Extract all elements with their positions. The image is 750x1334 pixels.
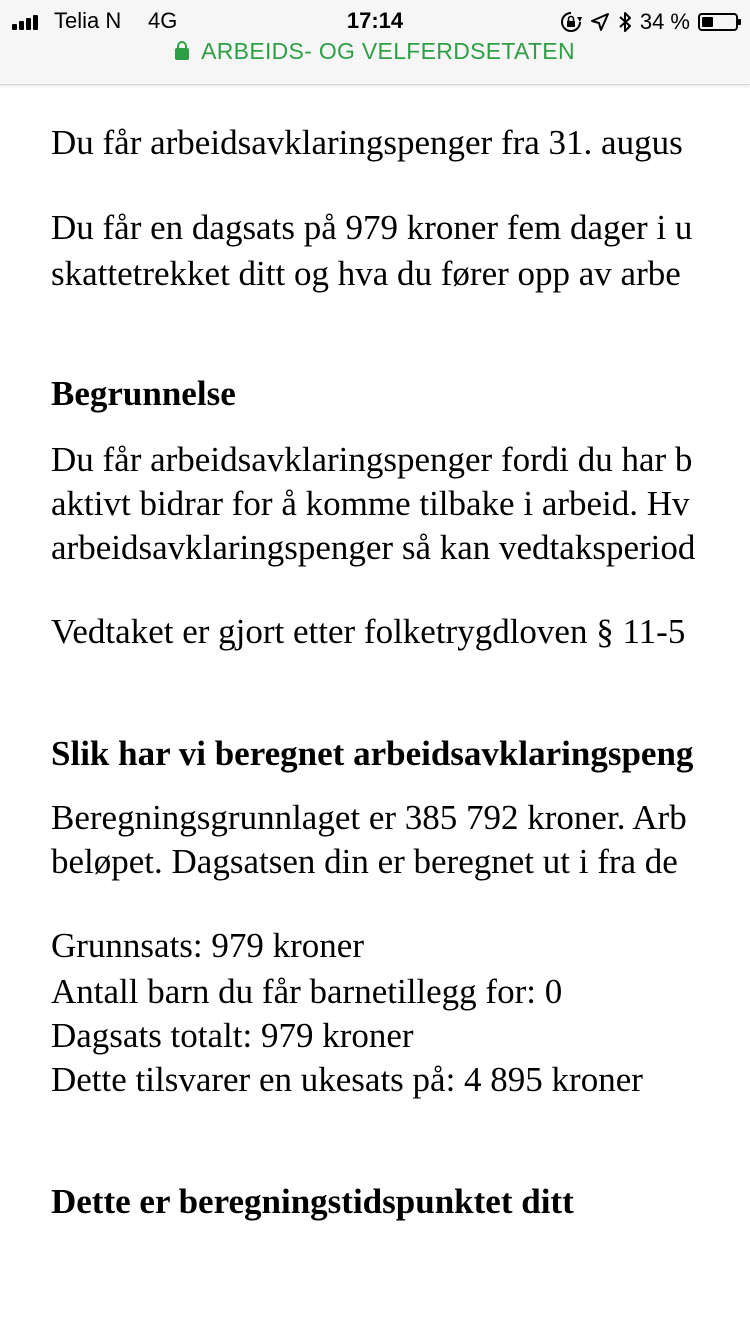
heading-beregning: Slik har vi beregnet arbeidsavklaringspeng	[51, 734, 694, 773]
paragraph-daily-rate-line1: Du får en dagsats på 979 kroner fem dager i u	[51, 208, 693, 247]
paragraph-reason-line2: aktivt bidrar for å komme tilbake i arbeid. Hv	[51, 484, 690, 523]
lock-icon	[175, 48, 189, 60]
calc-weekly-rate: Dette tilsvarer en ukesats på: 4 895 kroner	[51, 1060, 643, 1099]
paragraph-basis-line2: beløpet. Dagsatsen din er beregnet ut i fra de	[51, 842, 678, 881]
heading-beregningstidspunkt: Dette er beregningstidspunktet ditt	[51, 1182, 574, 1221]
document-content	[51, 84, 750, 1334]
battery-level-fill	[702, 17, 713, 27]
paragraph-reason-line3: arbeidsavklaringspenger så kan vedtaksperiod	[51, 528, 696, 567]
orientation-lock-icon	[560, 11, 582, 33]
bluetooth-icon	[618, 11, 632, 33]
url-label: ARBEIDS- OG VELFERDSETATEN	[201, 38, 575, 64]
paragraph-start-date: Du får arbeidsavklaringspenger fra 31. augus	[51, 123, 683, 162]
network-type: 4G	[148, 8, 178, 33]
location-arrow-icon	[590, 12, 610, 32]
calc-base-rate: Grunnsats: 979 kroner	[51, 926, 365, 965]
paragraph-legal-basis: Vedtaket er gjort etter folketrygdloven § 11-5	[51, 612, 686, 651]
status-right-group	[560, 8, 738, 36]
paragraph-reason-line1: Du får arbeidsavklaringspenger fordi du har b	[51, 440, 693, 479]
url-bar[interactable]	[0, 38, 750, 70]
calc-child-count: Antall barn du får barnetillegg for: 0	[51, 972, 563, 1011]
heading-begrunnelse: Begrunnelse	[51, 374, 236, 413]
paragraph-daily-rate-line2: skattetrekket ditt og hva du fører opp av arbe	[51, 254, 681, 293]
battery-percent: 34 %	[639, 9, 690, 34]
status-bar	[0, 0, 750, 85]
calc-daily-total: Dagsats totalt: 979 kroner	[51, 1016, 414, 1055]
status-time: 17:14	[346, 8, 404, 33]
paragraph-basis-line1: Beregningsgrunnlaget er 385 792 kroner. Arb	[51, 798, 687, 837]
battery-icon	[698, 13, 738, 31]
carrier-name: Telia N	[54, 8, 122, 33]
status-row	[0, 6, 750, 36]
